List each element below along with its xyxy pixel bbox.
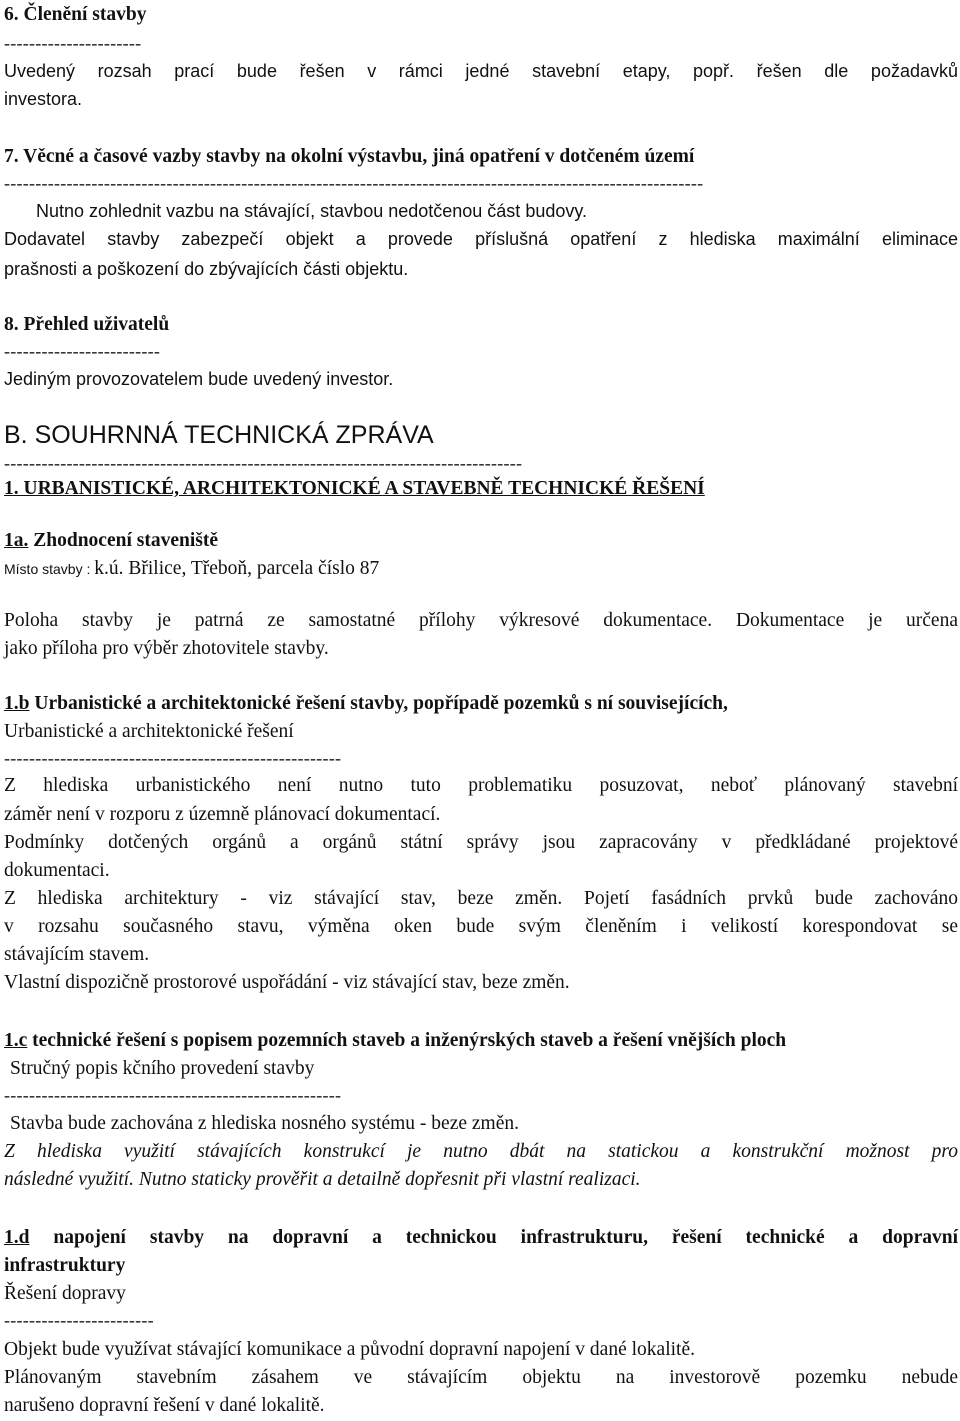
section-7-heading: 7. Věcné a časové vazby stavby na okolní výstavbu, jiná opatření v dotčeném území xyxy=(4,146,695,167)
section-1b-text-line: stávajícím stavem. xyxy=(4,944,150,965)
section-8-rule: ------------------------- xyxy=(4,341,161,361)
section-6-rule: ---------------------- xyxy=(4,33,142,53)
section-b-heading: B. SOUHRNNÁ TECHNICKÁ ZPRÁVA xyxy=(4,421,434,449)
section-1a-title: Zhodnocení staveniště xyxy=(28,530,218,551)
location-line xyxy=(4,558,379,579)
section-1d-title: napojení stavby na dopravní a technickou infrastrukturu, řešení technické a dopravní xyxy=(29,1227,958,1248)
location-label: Místo stavby : xyxy=(4,561,95,577)
section-6-text-line: investora. xyxy=(4,89,83,109)
section-6-heading: 6. Členění stavby xyxy=(4,4,147,25)
section-1b-title: Urbanistické a architektonické řešení stavby, popřípadě pozemků s ní souvisejících, xyxy=(29,693,728,714)
section-1a-text-line: jako příloha pro výběr zhotovitele stavby. xyxy=(4,638,329,659)
section-1c-title: technické řešení s popisem pozemních staveb a inženýrských staveb a řešení vnějších ploch xyxy=(27,1030,787,1051)
section-1d-text-line: Objekt bude využívat stávající komunikace a původní dopravní napojení v dané lokalitě. xyxy=(4,1339,695,1360)
section-7-rule: ---------------------------------------------------------------------------------------------------------------- xyxy=(4,173,704,193)
section-1b-text-line: Z hlediska urbanistického není nutno tuto problematiku posuzovat, neboť plánovaný stavební xyxy=(4,775,958,796)
location-value: k.ú. Břilice, Třeboň, parcela číslo 87 xyxy=(94,558,380,579)
section-1c-number: 1.c xyxy=(4,1030,28,1051)
section-1c-text-line: Stavba bude zachována z hlediska nosného systému - beze změn. xyxy=(10,1113,519,1134)
section-1b-heading xyxy=(4,693,728,714)
section-1b-text-line: v rozsahu současného stavu, výměna oken bude svým členěním i velikostí korespondovat se xyxy=(4,916,958,937)
section-1c-heading xyxy=(4,1030,786,1051)
section-1b-text-line: Z hlediska architektury - viz stávající stav, beze změn. Pojetí fasádních prvků bude zachováno xyxy=(4,888,958,909)
section-1a-heading xyxy=(4,530,218,551)
section-1c-subheading: Stručný popis kčního provedení stavby xyxy=(10,1058,315,1079)
section-1c-text-line: Z hlediska využití stávajících konstrukcí je nutno dbát na statickou a konstrukční možnost pro xyxy=(4,1141,958,1162)
section-1d-text-line: Plánovaným stavebním zásahem ve stávajícím objektu na investorově pozemku nebude xyxy=(4,1367,958,1388)
section-1b-text-line: Podmínky dotčených orgánů a orgánů státní správy jsou zapracovány v předkládané projektové xyxy=(4,832,958,853)
section-1d-text-line: narušeno dopravní řešení v dané lokalitě. xyxy=(4,1395,325,1416)
section-1b-subheading: Urbanistické a architektonické řešení xyxy=(4,721,294,742)
section-1d-rule: ------------------------ xyxy=(4,1310,154,1330)
section-1c-text-line: následné využití. Nutno staticky prověřit a detailně dopřesnit při vlastní realizaci. xyxy=(4,1169,641,1190)
section-7-text-line: Dodavatel stavby zabezpečí objekt a provede příslušná opatření z hlediska maximální eliminace xyxy=(4,229,958,249)
section-1d-number: 1.d xyxy=(4,1227,30,1248)
section-1a-text-line: Poloha stavby je patrná ze samostatné přílohy výkresové dokumentace. Dokumentace je určena xyxy=(4,610,958,631)
section-1d-subheading: Řešení dopravy xyxy=(4,1283,126,1304)
section-1b-text-line: dokumentaci. xyxy=(4,860,110,881)
section-7-text-line: Nutno zohlednit vazbu na stávající, stavbou nedotčenou část budovy. xyxy=(36,201,588,221)
section-1d-heading xyxy=(4,1227,958,1248)
section-b-rule: ----------------------------------------------------------------------------------- xyxy=(4,453,523,473)
section-7-text-line: prašnosti a poškození do zbývajících části objektu. xyxy=(4,259,409,279)
section-1b-text-line: záměr není v rozporu z územně plánovací dokumentací. xyxy=(4,804,441,825)
section-1b-number: 1.b xyxy=(4,693,30,714)
section-1-heading: 1. URBANISTICKÉ, ARCHITEKTONICKÉ A STAVEBNĚ TECHNICKÉ ŘEŠENÍ xyxy=(4,478,705,499)
section-1b-text-line: Vlastní dispozičně prostorové uspořádání - viz stávající stav, beze změn. xyxy=(4,972,570,993)
section-6-text-line: Uvedený rozsah prací bude řešen v rámci jedné stavební etapy, popř. řešen dle požadavků xyxy=(4,61,958,81)
section-1b-rule: ------------------------------------------------------ xyxy=(4,748,342,768)
section-8-heading: 8. Přehled uživatelů xyxy=(4,314,170,335)
section-1a-number: 1a. xyxy=(4,530,29,551)
section-8-text-line: Jediným provozovatelem bude uvedený investor. xyxy=(4,369,394,389)
section-1d-heading-line2: infrastruktury xyxy=(4,1255,126,1276)
section-1c-rule: ------------------------------------------------------ xyxy=(4,1085,342,1105)
